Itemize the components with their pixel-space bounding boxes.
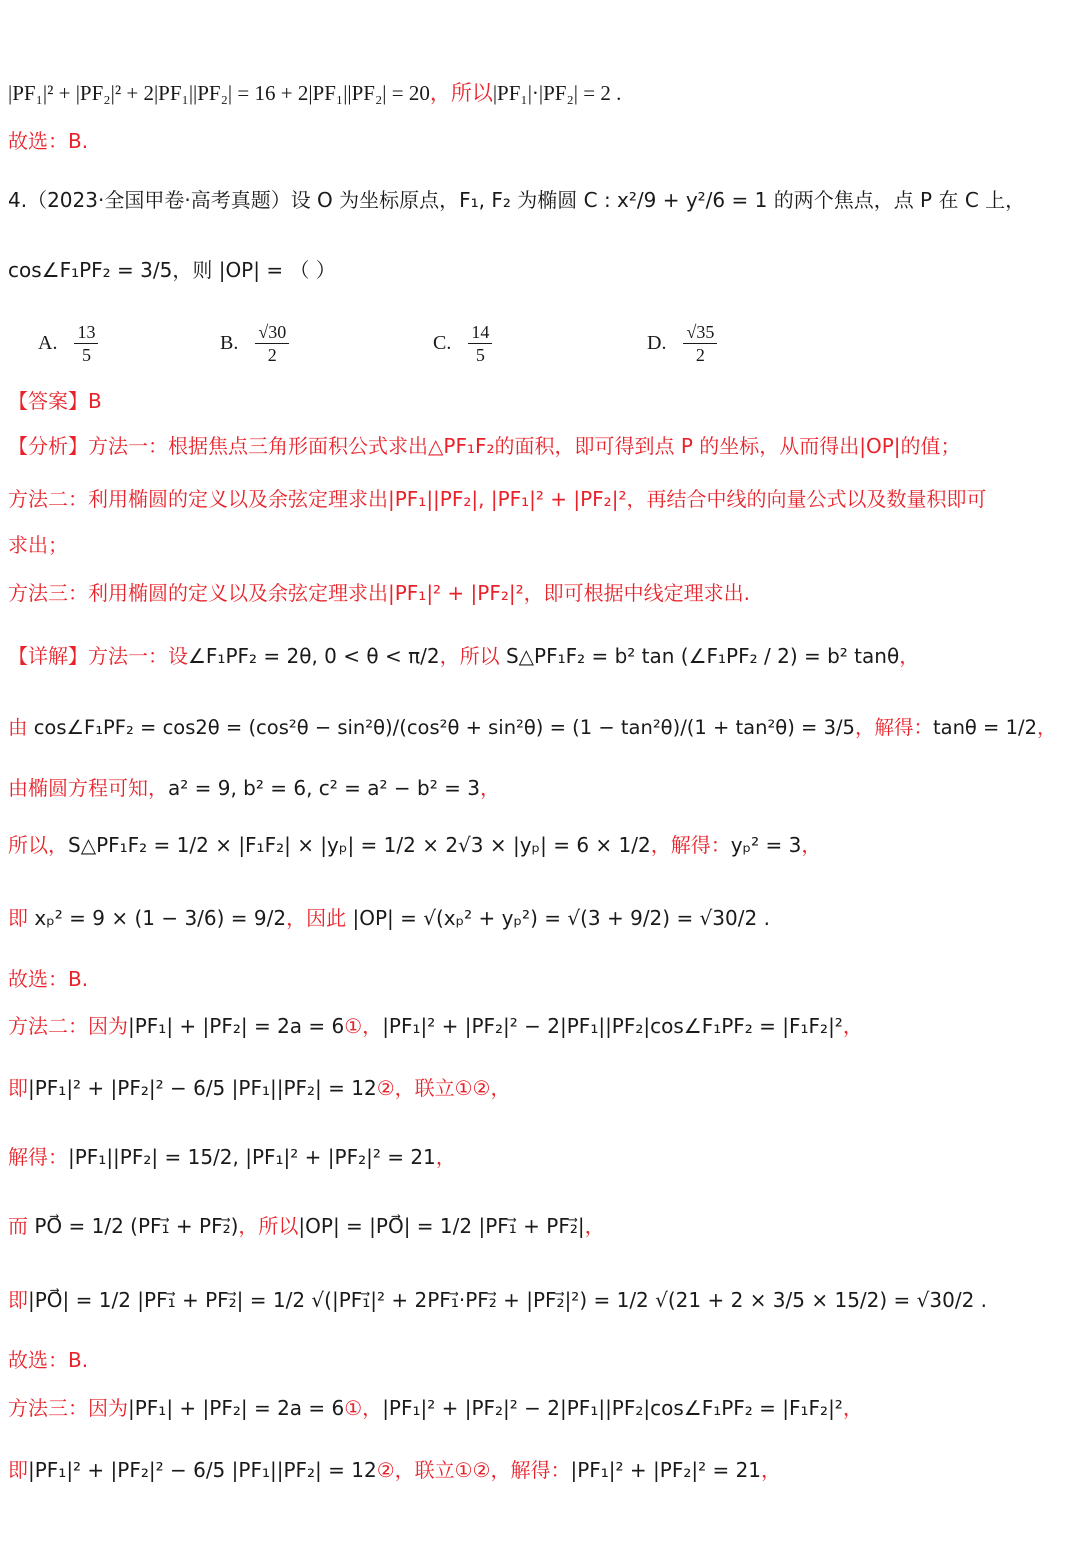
question-stem	[8, 185, 1068, 215]
option-d-fraction	[683, 321, 717, 366]
detail-text-1: 【详解】方法一：设∠F₁PF₂ = 2θ, 0 < θ < π/2，所以 S△PF₁F₂ = b² tan (∠F₁PF₂ / 2) = b² tanθ，	[8, 644, 920, 668]
analysis-text-2: 方法二：利用椭圆的定义以及余弦定理求出|PF₁||PF₂|, |PF₁|² + |PF₂|²，再结合中线的向量公式以及数量积即可	[8, 487, 987, 511]
option-c-den: 5	[475, 344, 485, 365]
detail-line-13	[8, 1393, 1068, 1423]
analysis-text-3: 求出；	[8, 533, 68, 557]
options-row	[0, 313, 1080, 373]
prior-result-line	[8, 78, 1068, 108]
option-b-num: √30	[255, 321, 289, 344]
option-d-den: 2	[695, 344, 705, 365]
analysis-line-3	[8, 530, 1068, 560]
option-c-fraction	[468, 321, 492, 366]
analysis-line-4	[8, 578, 1068, 608]
analysis-text-4: 方法三：利用椭圆的定义以及余弦定理求出|PF₁|² + |PF₂|²，即可根据中线定理求出.	[8, 581, 750, 605]
detail-text-3: 由椭圆方程可知，a² = 9, b² = 6, c² = a² − b² = 3，	[8, 776, 500, 800]
option-c-letter: C.	[433, 331, 452, 354]
option-b-letter: B.	[220, 331, 239, 354]
detail-line-11	[8, 1285, 1068, 1315]
detail-text-13: 方法三：因为|PF₁| + |PF₂| = 2a = 6①，|PF₁|² + |PF₂|² − 2|PF₁||PF₂|cos∠F₁PF₂ = |F₁F₂|²，	[8, 1396, 863, 1420]
detail-text-7: 方法二：因为|PF₁| + |PF₂| = 2a = 6①，|PF₁|² + |PF₂|² − 2|PF₁||PF₂|cos∠F₁PF₂ = |F₁F₂|²，	[8, 1014, 863, 1038]
detail-text-10: 而 PO⃗ = 1/2 (PF₁⃗ + PF₂⃗)，所以|OP| = |PO⃗| = 1/2 |PF₁⃗ + PF₂⃗|，	[8, 1214, 605, 1238]
answer-line	[8, 386, 1068, 416]
detail-line-5	[8, 903, 1068, 933]
detail-text-12: 故选：B.	[8, 1348, 89, 1372]
detail-line-10	[8, 1211, 1068, 1241]
question-condition-text: cos∠F₁PF₂ = 3/5，则 |OP| = （ ）	[8, 258, 336, 282]
detail-text-11: 即|PO⃗| = 1/2 |PF₁⃗ + PF₂⃗| = 1/2 √(|PF₁⃗|² + 2PF₁⃗·PF₂⃗ + |PF₂⃗|²) = 1/2 √(21 + 2 × 3/5 × 15/2) = √30/2 .	[8, 1288, 988, 1312]
detail-line-12	[8, 1345, 1068, 1375]
detail-text-8: 即|PF₁|² + |PF₂|² − 6/5 |PF₁||PF₂| = 12②，联立①②，	[8, 1076, 511, 1100]
detail-text-5: 即 xₚ² = 9 × (1 − 3/6) = 9/2，因此 |OP| = √(xₚ² + yₚ²) = √(3 + 9/2) = √30/2 .	[8, 906, 770, 930]
detail-line-6	[8, 964, 1068, 994]
option-d[interactable]	[647, 313, 720, 373]
option-d-letter: D.	[647, 331, 667, 354]
option-b[interactable]	[220, 313, 292, 373]
answer-text: 【答案】B	[8, 389, 102, 413]
option-a-den: 5	[81, 344, 91, 365]
line-1-text: 故选：B.	[8, 129, 89, 153]
option-b-den: 2	[267, 344, 277, 365]
option-d-num: √35	[683, 321, 717, 344]
question-stem-text: 4.（2023·全国甲卷·高考真题）设 O 为坐标原点，F₁, F₂ 为椭圆 C : x²/9 + y²/6 = 1 的两个焦点，点 P 在 C 上，	[8, 188, 1026, 212]
detail-line-4	[8, 830, 1068, 860]
option-a-fraction	[74, 321, 98, 366]
detail-line-7	[8, 1011, 1068, 1041]
detail-line-1	[8, 641, 1068, 671]
line-0-text: |PF₁|² + |PF₂|² + 2|PF₁||PF₂| = 16 + 2|PF₁||PF₂| = 20，所以|PF₁|·|PF₂| = 2 .	[8, 81, 622, 105]
option-c[interactable]	[433, 313, 495, 373]
detail-text-2: 由 cos∠F₁PF₂ = cos2θ = (cos²θ − sin²θ)/(cos²θ + sin²θ) = (1 − tan²θ)/(1 + tan²θ) = 3/5，解得：tanθ = 1/2，	[8, 716, 1057, 739]
analysis-line-2	[8, 484, 1068, 514]
detail-line-14	[8, 1455, 1068, 1485]
detail-text-4: 所以，S△PF₁F₂ = 1/2 × |F₁F₂| × |yₚ| = 1/2 × 2√3 × |yₚ| = 6 × 1/2，解得：yₚ² = 3，	[8, 833, 822, 857]
prior-answer-line	[8, 126, 1068, 156]
option-a-letter: A.	[38, 331, 58, 354]
detail-text-14: 即|PF₁|² + |PF₂|² − 6/5 |PF₁||PF₂| = 12②，联立①②，解得：|PF₁|² + |PF₂|² = 21，	[8, 1458, 782, 1482]
detail-line-9	[8, 1142, 1068, 1172]
detail-line-2	[8, 713, 1068, 743]
question-condition	[8, 255, 1068, 285]
analysis-line-1	[8, 431, 1068, 461]
option-c-num: 14	[468, 321, 492, 344]
option-a[interactable]	[38, 313, 101, 373]
analysis-text-1: 【分析】方法一：根据焦点三角形面积公式求出△PF₁F₂的面积，即可得到点 P 的坐标，从而得出|OP|的值；	[8, 434, 961, 458]
detail-line-3	[8, 773, 1068, 803]
option-a-num: 13	[74, 321, 98, 344]
detail-text-9: 解得：|PF₁||PF₂| = 15/2, |PF₁|² + |PF₂|² = 21，	[8, 1145, 456, 1169]
detail-line-8	[8, 1073, 1068, 1103]
detail-text-6: 故选：B.	[8, 967, 89, 991]
option-b-fraction	[255, 321, 289, 366]
